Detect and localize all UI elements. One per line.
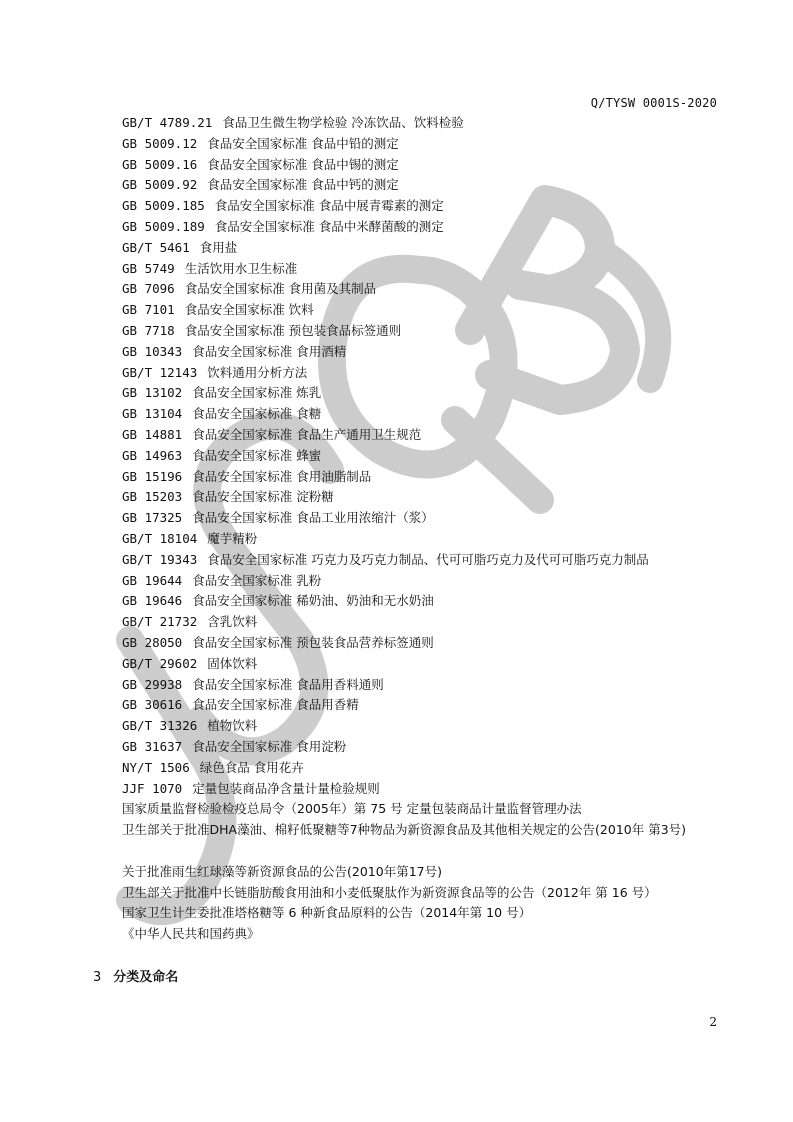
reference-code: GB 28050 xyxy=(122,635,183,650)
reference-item xyxy=(122,425,723,446)
reference-code: GB 5749 xyxy=(122,260,175,276)
reference-code: GB 14963 xyxy=(122,447,183,463)
reference-code: GB 15203 xyxy=(122,489,183,505)
reference-item xyxy=(122,529,723,550)
reference-code: GB/T 31326 xyxy=(122,718,198,734)
page-number: 2 xyxy=(709,1015,717,1029)
reference-title: 食品安全国家标准 食品工业用浓缩汁（浆） xyxy=(192,510,434,526)
reference-code: GB/T 5461 xyxy=(122,239,190,255)
reference-title: 食品安全国家标准 巧克力及巧克力制品、代可可脂巧克力及代可可脂巧克力制品 xyxy=(207,551,649,567)
regulation-item: 国家卫生计生委批准塔格糖等 6 种新食品原料的公告（2014年第 10 号） xyxy=(122,905,532,921)
reference-code: GB/T 18104 xyxy=(122,531,198,546)
reference-code: GB 5009.16 xyxy=(122,156,198,172)
reference-code: GB 29938 xyxy=(122,676,183,692)
reference-code: GB 19644 xyxy=(122,572,183,588)
reference-code: GB 7718 xyxy=(122,323,175,338)
reference-item xyxy=(122,217,723,238)
reference-item xyxy=(122,591,723,612)
reference-item xyxy=(122,716,723,737)
regulation-item: 《中华人民共和国药典》 xyxy=(122,926,260,942)
reference-code: GB 10343 xyxy=(122,343,183,359)
reference-title: 定量包装商品净含量计量检验规则 xyxy=(192,780,380,796)
reference-title: 魔芋精粉 xyxy=(207,531,258,546)
reference-item xyxy=(122,633,723,654)
reference-title: 固体饮料 xyxy=(207,655,258,671)
reference-code: GB 5009.92 xyxy=(122,177,198,193)
reference-title: 食品安全国家标准 食品生产通用卫生规范 xyxy=(192,427,422,442)
reference-title: 食品安全国家标准 稀奶油、奶油和无水奶油 xyxy=(192,593,434,609)
reference-item xyxy=(122,675,723,696)
reference-title: 含乳饮料 xyxy=(207,614,258,630)
reference-item xyxy=(122,571,723,592)
reference-code: GB 14881 xyxy=(122,427,183,442)
reference-title: 食品安全国家标准 食品中米酵菌酸的测定 xyxy=(214,219,444,234)
reference-item xyxy=(122,404,723,425)
reference-item xyxy=(122,321,723,342)
reference-item xyxy=(122,259,723,280)
reference-title: 饮料通用分析方法 xyxy=(207,364,308,380)
reference-code: GB 19646 xyxy=(122,593,183,609)
reference-title: 食用盐 xyxy=(199,239,238,255)
reference-code: GB 30616 xyxy=(122,697,183,713)
reference-code: GB/T 4789.21 xyxy=(122,115,213,130)
reference-title: 植物饮料 xyxy=(207,718,258,734)
regulation-item: 卫生部关于批准中长链脂肪酸食用油和小麦低聚肽作为新资源食品等的公告（2012年 第 16 号） xyxy=(122,884,657,900)
reference-title: 食品安全国家标准 食用油脂制品 xyxy=(192,468,372,484)
reference-title: 食品安全国家标准 乳粉 xyxy=(192,572,322,588)
reference-code: NY/T 1506 xyxy=(122,759,190,775)
reference-code: GB/T 12143 xyxy=(122,364,198,380)
reference-code: JJF 1070 xyxy=(122,780,183,796)
reference-item xyxy=(122,363,723,384)
reference-title: 食品安全国家标准 食品用香精 xyxy=(192,697,359,713)
reference-item xyxy=(122,446,723,467)
reference-code: GB 7096 xyxy=(122,281,175,297)
reference-item xyxy=(122,175,723,196)
reference-code: GB 5009.12 xyxy=(122,135,198,151)
reference-item xyxy=(122,113,723,134)
reference-title: 绿色食品 食用花卉 xyxy=(199,759,304,775)
reference-item xyxy=(122,383,723,404)
regulation-item: 关于批准雨生红球藻等新资源食品的公告(2010年第17号) xyxy=(122,863,442,879)
reference-title: 食品安全国家标准 炼乳 xyxy=(192,385,322,401)
section-heading xyxy=(93,966,178,985)
reference-title: 生活饮用水卫生标准 xyxy=(184,260,298,276)
reference-item xyxy=(122,134,723,155)
reference-title: 食品安全国家标准 食品用香料通则 xyxy=(192,676,384,692)
reference-title: 食品安全国家标准 饮料 xyxy=(184,302,314,318)
reference-title: 食品安全国家标准 食用酒精 xyxy=(192,343,347,359)
reference-title: 食品安全国家标准 食品中锡的测定 xyxy=(207,156,399,172)
reference-title: 食品安全国家标准 预包装食品营养标签通则 xyxy=(192,635,434,650)
reference-item xyxy=(122,300,723,321)
reference-item xyxy=(122,279,723,300)
reference-item xyxy=(122,508,723,529)
reference-title: 食品安全国家标准 淀粉糖 xyxy=(192,489,334,505)
reference-item xyxy=(122,779,723,800)
reference-item xyxy=(122,758,723,779)
reference-item xyxy=(122,342,723,363)
reference-title: 食品安全国家标准 食品中展青霉素的测定 xyxy=(214,198,444,214)
reference-item xyxy=(122,238,723,259)
reference-code: GB 5009.189 xyxy=(122,219,205,234)
regulation-item: 国家质量监督检验检疫总局令（2005年）第 75 号 定量包装商品计量监督管理办法 xyxy=(122,801,582,817)
reference-item xyxy=(122,654,723,675)
reference-title: 食品安全国家标准 食品中钙的测定 xyxy=(207,177,399,193)
reference-code: GB 7101 xyxy=(122,302,175,318)
reference-title: 食品安全国家标准 食用淀粉 xyxy=(192,739,347,754)
reference-item xyxy=(122,467,723,488)
reference-title: 食品卫生微生物学检验 冷冻饮品、饮料检验 xyxy=(222,115,464,130)
reference-code: GB/T 21732 xyxy=(122,614,198,630)
reference-code: GB 31637 xyxy=(122,739,183,754)
reference-code: GB 13102 xyxy=(122,385,183,401)
document-code-header: Q/TYSW 0001S-2020 xyxy=(590,96,717,110)
reference-title: 食品安全国家标准 食用菌及其制品 xyxy=(184,281,377,297)
reference-item xyxy=(122,155,723,176)
reference-code: GB 17325 xyxy=(122,510,183,526)
reference-code: GB/T 29602 xyxy=(122,655,198,671)
reference-item xyxy=(122,737,723,758)
reference-item xyxy=(122,612,723,633)
reference-code: GB 5009.185 xyxy=(122,198,205,214)
reference-item xyxy=(122,196,723,217)
reference-code: GB 13104 xyxy=(122,406,183,422)
section-number: 3 xyxy=(93,970,102,985)
reference-item xyxy=(122,487,723,508)
section-title: 分类及命名 xyxy=(113,970,179,985)
reference-code: GB/T 19343 xyxy=(122,551,198,567)
reference-code: GB 15196 xyxy=(122,468,183,484)
reference-item xyxy=(122,550,723,571)
reference-title: 食品安全国家标准 食品中铅的测定 xyxy=(207,135,399,151)
regulation-item: 卫生部关于批准DHA藻油、棉籽低聚糖等7种物品为新资源食品及其他相关规定的公告(2010年 第3号) xyxy=(122,822,687,838)
reference-title: 食品安全国家标准 食糖 xyxy=(192,406,322,422)
reference-title: 食品安全国家标准 蜂蜜 xyxy=(192,447,322,463)
reference-title: 食品安全国家标准 预包装食品标签通则 xyxy=(184,323,402,338)
reference-item xyxy=(122,695,723,716)
